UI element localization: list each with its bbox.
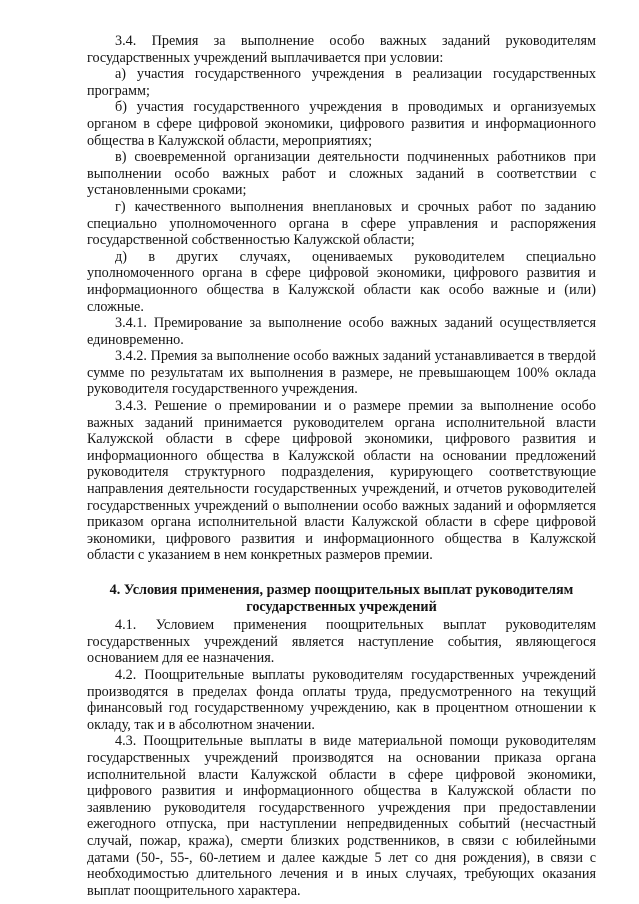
paragraph-3-4: 3.4. Премия за выполнение особо важных заданий руководителям государственных учреждений выплачивается при условии:	[87, 33, 596, 66]
paragraph-3-4-1: 3.4.1. Премирование за выполнение особо важных заданий осуществляется единовременно.	[87, 315, 596, 348]
paragraph-3-4-3: 3.4.3. Решение о премировании и о размере премии за выполнение особо важных заданий принимается руководителем органа исполнительной власти Калужской области в сфере цифровой экономики, цифрового развития и информационного общества в Калужской области на основании предложений руководителя структурного подразделения, курирующего соответствующие направления деятельности государственных учреждений, и отчетов руководителей государственных учреждений о выполнении особо важных заданий и оформляется приказом органа исполнительной власти Калужской области в сфере цифровой экономики, цифрового развития и информационного общества в Калужской области с указанием в нем конкретных размеров премии.	[87, 398, 596, 564]
paragraph-3-4-d: д) в других случаях, оцениваемых руководителем специально уполномоченного органа в сфере цифровой экономики, цифрового развития и информационного общества в Калужской области как особо важные и (или) сложные.	[87, 248, 596, 315]
section-4-heading: 4. Условия применения, размер поощрительных выплат руководителям государственных учреждений	[109, 582, 574, 615]
paragraph-3-4-b: б) участия государственного учреждения в проводимых и организуемых органом в сфере цифровой экономики, цифрового развития и информационного общества в Калужской области, мероприятиях;	[87, 99, 596, 149]
paragraph-4-2: 4.2. Поощрительные выплаты руководителям государственных учреждений производятся в пределах фонда оплаты труда, предусмотренного на текущий финансовый год государственному учреждению, как в процентном отношении к окладу, так и в абсолютном значении.	[87, 666, 596, 733]
paragraph-3-4-a: а) участия государственного учреждения в реализации государственных программ;	[87, 66, 596, 99]
paragraph-3-4-2: 3.4.2. Премия за выполнение особо важных заданий устанавливается в твердой сумме по результатам их выполнения в размере, не превышающем 100% оклада руководителя государственного учреждения.	[87, 348, 596, 398]
paragraph-4-1: 4.1. Условием применения поощрительных выплат руководителям государственных учреждений является наступление события, являющегося основанием для ее назначения.	[87, 617, 596, 667]
paragraph-3-4-g: г) качественного выполнения внеплановых и срочных работ по заданию специально уполномоченного органа в сфере управления и распоряжения государственной собственностью Калужской области;	[87, 198, 596, 249]
paragraph-3-4-v: в) своевременной организации деятельности подчиненных работников при выполнении особо важных работ и сложных заданий в соответствии с установленными сроками;	[87, 149, 596, 199]
paragraph-4-3: 4.3. Поощрительные выплаты в виде материальной помощи руководителям государственных учреждений производятся на основании приказа органа исполнительной власти Калужской области в сфере цифровой экономики, цифрового развития и информационного общества в Калужской области по заявлению руководителя государственного учреждения при предоставлении ежегодного отпуска, при наступлении непредвиденных событий (несчастный случай, пожар, кража), смерти близких родственников, в связи с юбилейными датами (50-, 55-, 60-летием и далее каждые 5 лет со дня рождения), в связи с необходимостью длительного лечения и в иных случаях, требующих оказания выплат поощрительного характера.	[87, 733, 596, 899]
